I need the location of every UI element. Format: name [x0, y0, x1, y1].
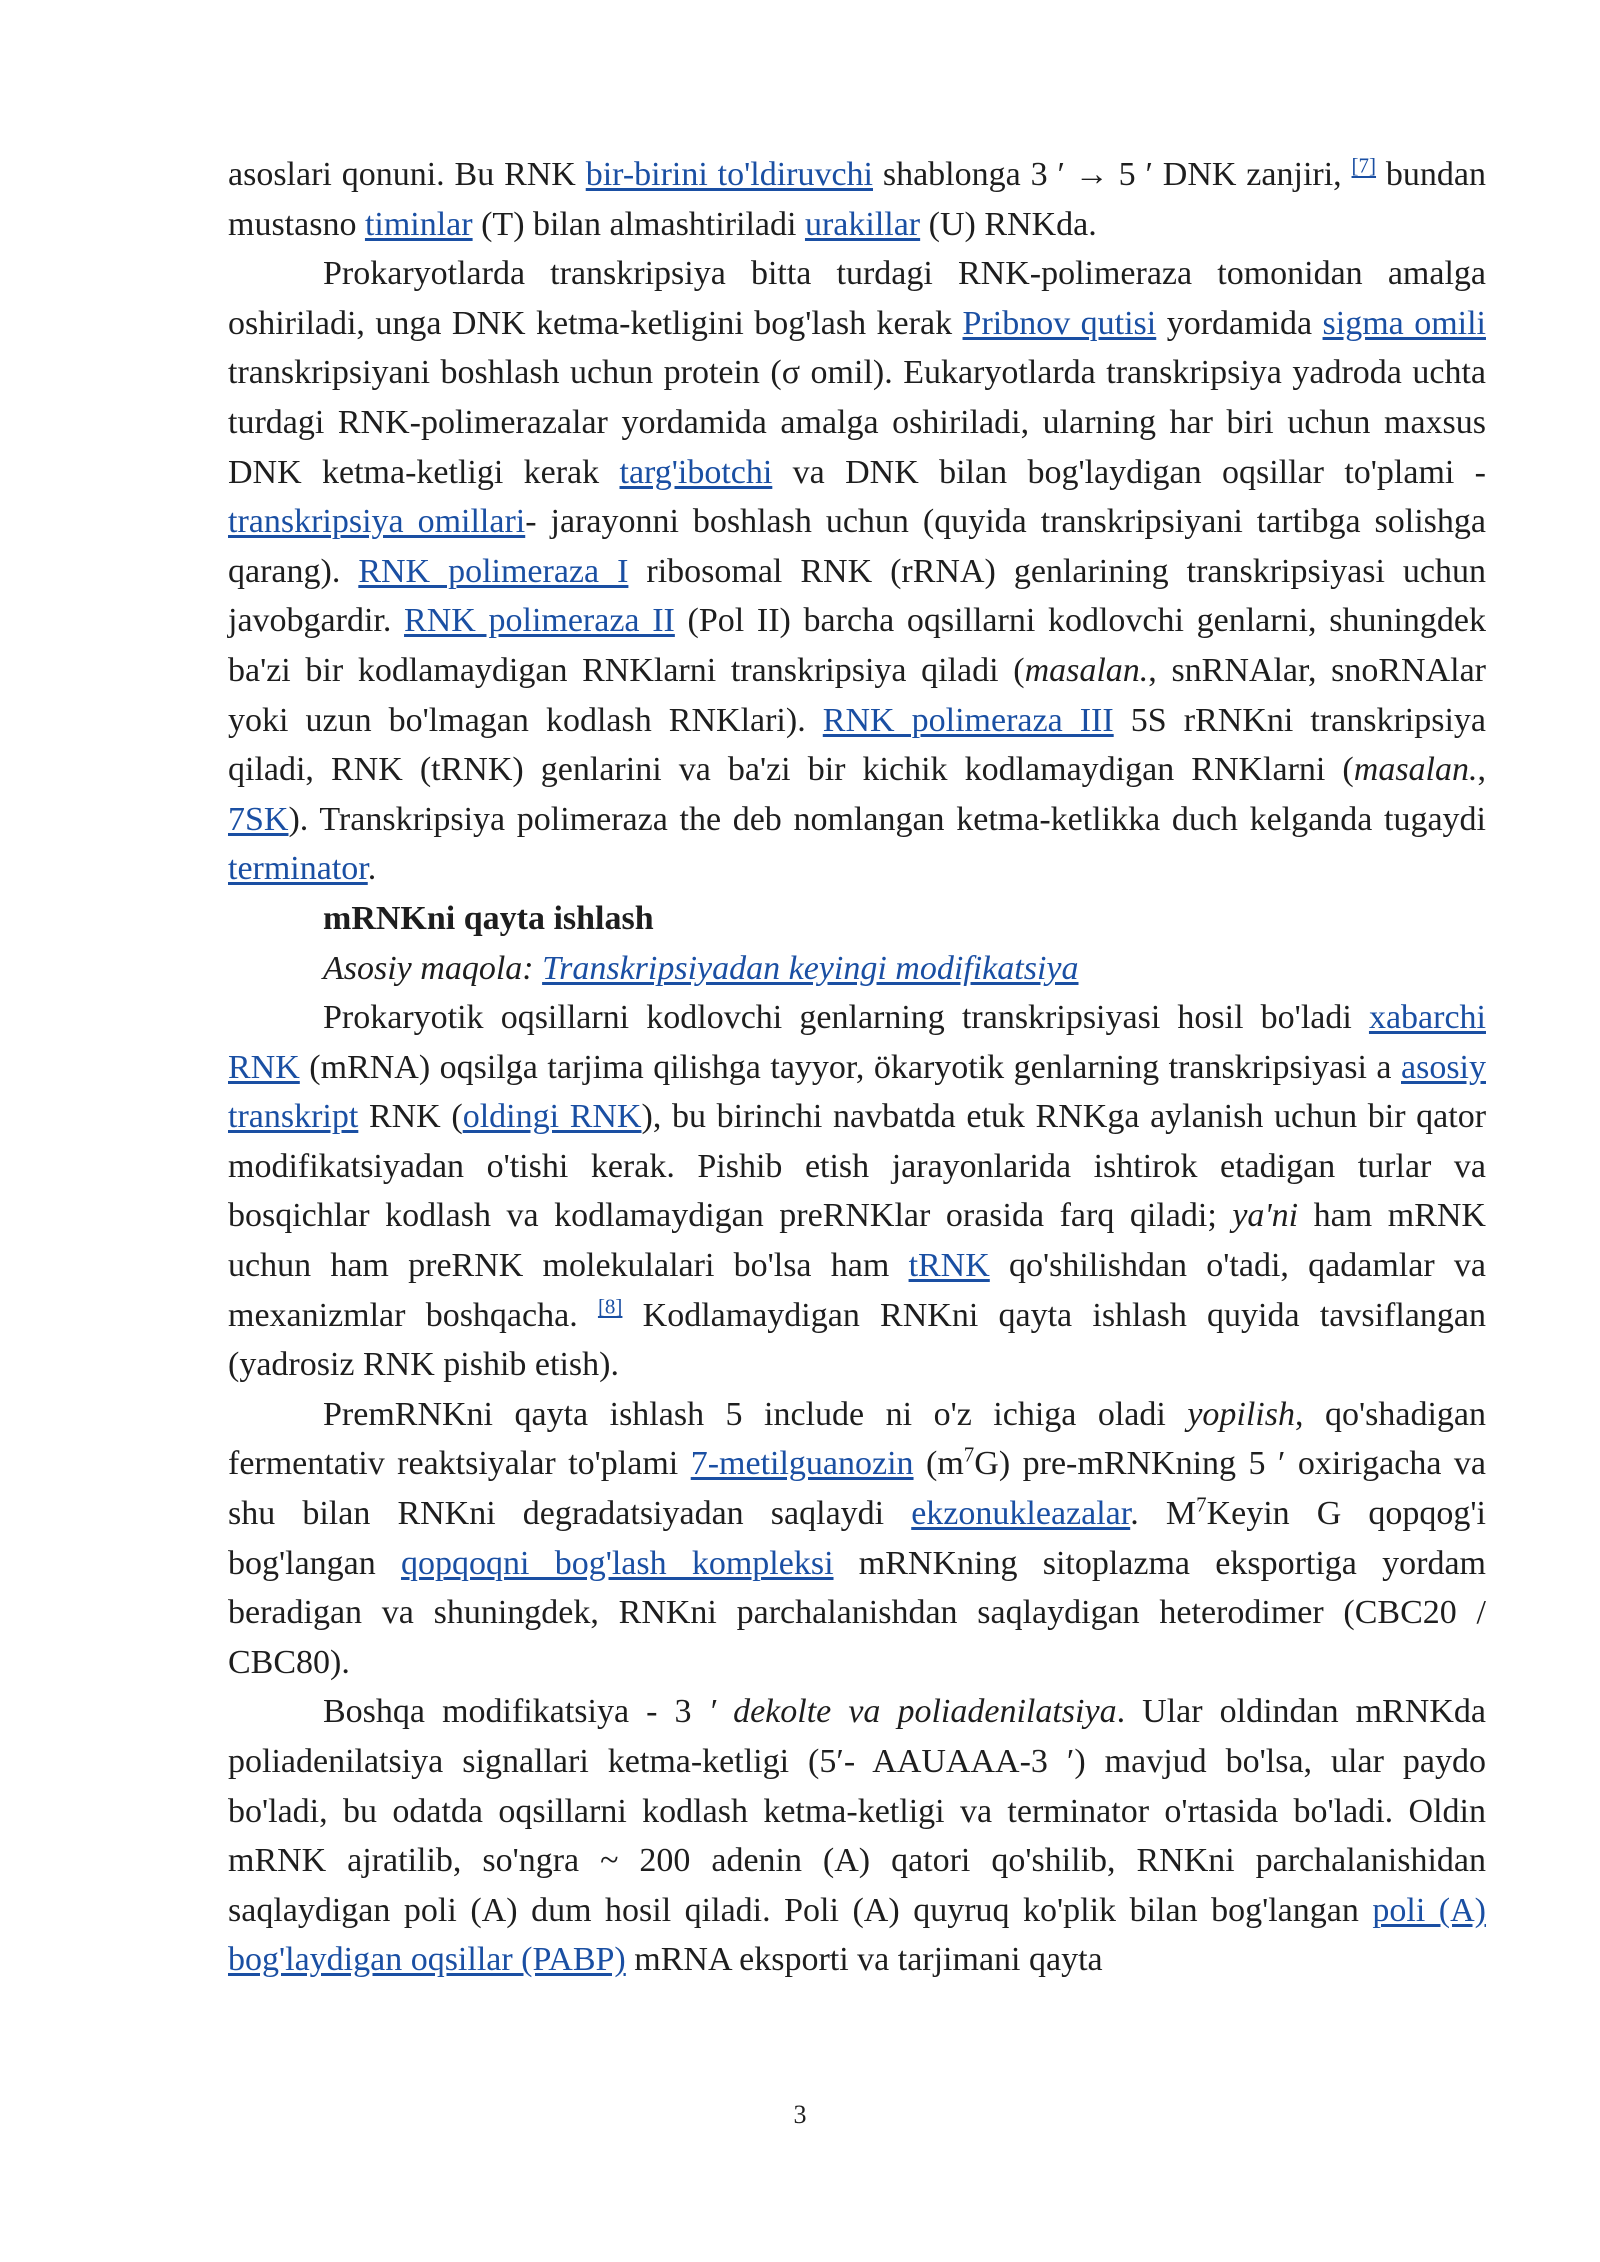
paragraph-mrna-processing: Prokaryotik oqsillarni kodlovchi genlarning transkripsiyasi hosil bo'ladi xabarchi RNK (mRNA) oqsilga tarjima qilishga tayyor, ökaryotik genlarning transkripsiyasi a asosiy transkript RNK (oldingi RNK), bu birinchi navbatda etuk RNKga aylanish uchun bir qator modifikatsiyadan o'tishi kerak. Pishib etish jarayonlarida ishtirok etadigan turlar va bosqichlar kodlash va kodlamaydigan preRNKlar orasida farq qiladi; ya'ni ham mRNK uchun ham preRNK molekulalari bo'lsa ham tRNK qo'shilishdan o'tadi, qadamlar va mexanizmlar boshqacha. [8] Kodlamaydigan RNKni qayta ishlash quyida tavsiflangan (yadrosiz RNK pishib etish). — [228, 999, 1487, 1384]
page-number: 3 — [793, 2100, 807, 2129]
main-article-note: Asosiy maqola: Transkripsiyadan keyingi modifikatsiya — [323, 949, 1079, 987]
link-transcription-factors[interactable]: transkripsiya omillari — [228, 503, 526, 541]
link-exonucleases[interactable]: ekzonukleazalar — [911, 1495, 1131, 1533]
section-heading: mRNKni qayta ishlash — [323, 899, 654, 937]
link-poly-a-binding-proteins[interactable]: poli (A) bog'laydigan oqsillar (PABP) — [228, 1891, 1486, 1979]
link-main-article[interactable]: Transkripsiyadan keyingi modifikatsiya — [542, 949, 1079, 987]
paragraph-polyadenylation: Boshqa modifikatsiya - 3 ′ dekolte va poliadenilatsiya. Ular oldindan mRNKda poliadenilatsiya signallari ketma-ketligi (5′- AAUAAA-3 ′) mavjud bo'lsa, ular paydo bo'ladi, bu odatda oqsillarni kodlash ketma-ketligi va terminator o'rtasida bo'ladi. Oldin mRNK ajratilib, so'ngra ~ 200 adenin (A) qatori qo'shilib, RNKni parchalanishidan saqlaydigan poli (A) dum hosil qiladi. Poli (A) quyruq ko'plik bilan bog'langan poli (A) bog'laydigan oqsillar (PABP) mRNA eksporti va tarjimani qayta — [228, 1693, 1487, 1979]
link-terminator[interactable]: terminator — [228, 850, 368, 888]
paragraph-rna-polymerase: Prokaryotlarda transkripsiya bitta turdagi RNK-polimeraza tomonidan amalga oshiriladi, unga DNK ketma-ketligini bog'lash kerak Pribnov qutisi yordamida sigma omili transkripsiyani boshlash uchun protein (σ omil). Eukaryotlarda transkripsiya yadroda uchta turdagi RNK-polimerazalar yordamida amalga oshiriladi, ularning har biri uchun maxsus DNK ketma-ketligi kerak targ'ibotchi va DNK bilan bog'laydigan oqsillar to'plami -transkripsiya omillari- jarayonni boshlash uchun (quyida transkripsiyani tartibga solishga qarang). RNK polimeraza I ribosomal RNK (rRNA) genlarining transkripsiyasi uchun javobgardir. RNK polimeraza II (Pol II) barcha oqsillarni kodlovchi genlarni, shuningdek ba'zi bir kodlamaydigan RNKlarni transkripsiya qiladi (masalan., snRNAlar, snoRNAlar yoki uzun bo'lmagan kodlash RNKlari). RNK polimeraza III 5S rRNKni transkripsiya qiladi, RNK (tRNK) genlarini va ba'zi bir kichik kodlamaydigan RNKlarni (masalan., 7SK). Transkripsiya polimeraza the deb nomlangan ketma-ketlikka duch kelganda tugaydi terminator. — [228, 255, 1487, 888]
link-pribnow-box[interactable]: Pribnov qutisi — [962, 304, 1157, 342]
citation-8[interactable]: [8] — [597, 1294, 623, 1319]
link-sigma-factor[interactable]: sigma omili — [1322, 304, 1486, 342]
paragraph-transcription-continued: asoslari qonuni. Bu RNK bir-birini to'ldiruvchi shablonga 3 ′ → 5 ′ DNK zanjiri, [7] bundan mustasno timinlar (T) bilan almashtiriladi urakillar (U) RNKda. — [228, 153, 1486, 243]
link-cap-binding-complex[interactable]: qopqoqni bog'lash kompleksi — [401, 1544, 834, 1582]
link-trna[interactable]: tRNK — [908, 1247, 990, 1285]
link-thymine[interactable]: timinlar — [364, 205, 473, 243]
link-uracil[interactable]: urakillar — [804, 205, 921, 243]
link-7-methylguanosine[interactable]: 7-metilguanozin — [690, 1445, 914, 1483]
link-primary-transcript[interactable]: asosiy transkript — [228, 1048, 1486, 1136]
paragraph-capping: PremRNKni qayta ishlash 5 include ni o'z ichiga oladi yopilish, qo'shadigan fermentativ reaktsiyalar to'plami 7-metilguanozin $(m^7G)$ pre-mRNKning 5 ′ oxirigacha va shu bilan RNKni degradatsiyadan saqlaydi ekzonukleazalar. $M^7Keyin$ G qopqog'i bog'langan qopqoqni bog'lash kompleksi mRNKning sitoplazma eksportiga yordam beradigan va shuningdek, RNKni parchalanishdan saqlaydigan heterodimer (CBC20 / CBC80). — [228, 1395, 1487, 1681]
link-promoter[interactable]: targ'ibotchi — [619, 453, 773, 491]
link-7sk[interactable]: 7SK — [228, 800, 289, 838]
link-precursor-rna[interactable]: oldingi RNK — [462, 1098, 642, 1136]
link-complementary[interactable]: bir-birini to'ldiruvchi — [585, 156, 873, 193]
link-rna-polymerase-i[interactable]: RNK polimeraza I — [358, 552, 629, 590]
link-rna-polymerase-ii[interactable]: RNK polimeraza II — [404, 602, 675, 640]
link-rna-polymerase-iii[interactable]: RNK polimeraza III — [822, 701, 1114, 739]
document-page — [228, 150, 1486, 1985]
link-messenger-rna[interactable]: xabarchi RNK — [228, 999, 1486, 1086]
citation-7[interactable]: [7] — [1351, 153, 1377, 178]
